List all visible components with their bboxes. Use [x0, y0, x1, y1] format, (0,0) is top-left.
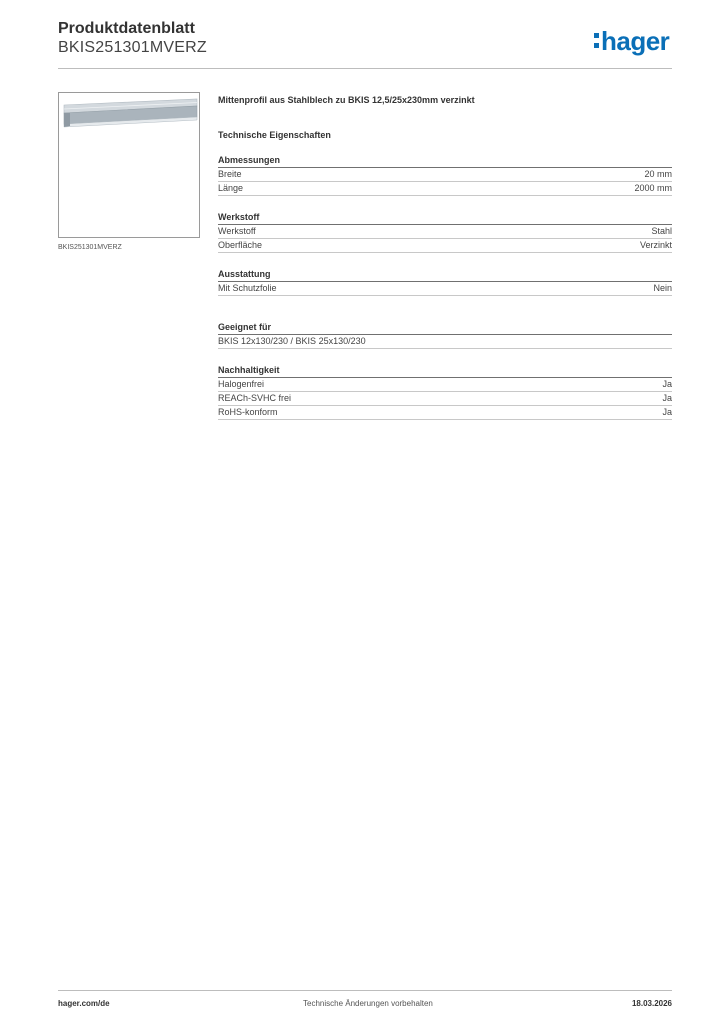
footer-website-link[interactable]: hager.com/de [58, 999, 110, 1008]
section-title: Nachhaltigkeit [218, 365, 672, 378]
property-label: Länge [218, 183, 244, 193]
product-description: Mittenprofil aus Stahlblech zu BKIS 12,5/25x230mm verzinkt [218, 95, 475, 105]
property-row [218, 406, 672, 420]
property-label: Breite [218, 169, 242, 179]
property-value: Nein [653, 283, 672, 293]
article-number: BKIS251301MVERZ [58, 39, 207, 56]
property-row [218, 282, 672, 296]
footer-date: 18.03.2026 [631, 999, 672, 1008]
footer-divider [58, 990, 672, 991]
property-value: Ja [662, 393, 672, 403]
image-caption: BKIS251301MVERZ [58, 244, 122, 251]
properties-heading: Technische Eigenschaften [218, 130, 331, 140]
property-value: 2000 mm [634, 183, 672, 193]
section-title: Werkstoff [218, 212, 672, 225]
section-title: Abmessungen [218, 155, 672, 168]
property-row [218, 182, 672, 196]
property-label: Oberfläche [218, 240, 263, 250]
logo-wordmark: hager [601, 26, 670, 56]
section-title: Geeignet für [218, 322, 672, 335]
section-geeignet-fuer [218, 322, 672, 349]
footer-disclaimer: Technische Änderungen vorbehalten [303, 999, 433, 1008]
property-row [218, 239, 672, 253]
property-row [218, 392, 672, 406]
section-nachhaltigkeit [218, 365, 672, 420]
property-label: REACh-SVHC frei [218, 393, 292, 403]
property-value: 20 mm [644, 169, 672, 179]
section-ausstattung [218, 269, 672, 296]
property-value: Stahl [651, 226, 672, 236]
property-label: RoHS-konform [218, 407, 278, 417]
hager-logo [594, 28, 669, 54]
property-label: Halogenfrei [218, 379, 265, 389]
property-label: Werkstoff [218, 226, 256, 236]
product-image [58, 92, 200, 238]
property-row [218, 225, 672, 239]
section-abmessungen [218, 155, 672, 196]
profile-rail-icon [59, 93, 199, 237]
logo-dots-icon [594, 28, 599, 48]
property-row [218, 168, 672, 182]
section-title: Ausstattung [218, 269, 672, 282]
property-value: Ja [662, 407, 672, 417]
property-row [218, 378, 672, 392]
property-value: Ja [662, 379, 672, 389]
property-value: Verzinkt [639, 240, 672, 250]
properties-panel [218, 95, 672, 420]
page-title: Produktdatenblatt [58, 20, 195, 37]
property-row [218, 335, 672, 349]
header-divider [58, 68, 672, 69]
property-label: BKIS 12x130/230 / BKIS 25x130/230 [218, 336, 366, 346]
property-label: Mit Schutzfolie [218, 283, 277, 293]
section-werkstoff [218, 212, 672, 253]
